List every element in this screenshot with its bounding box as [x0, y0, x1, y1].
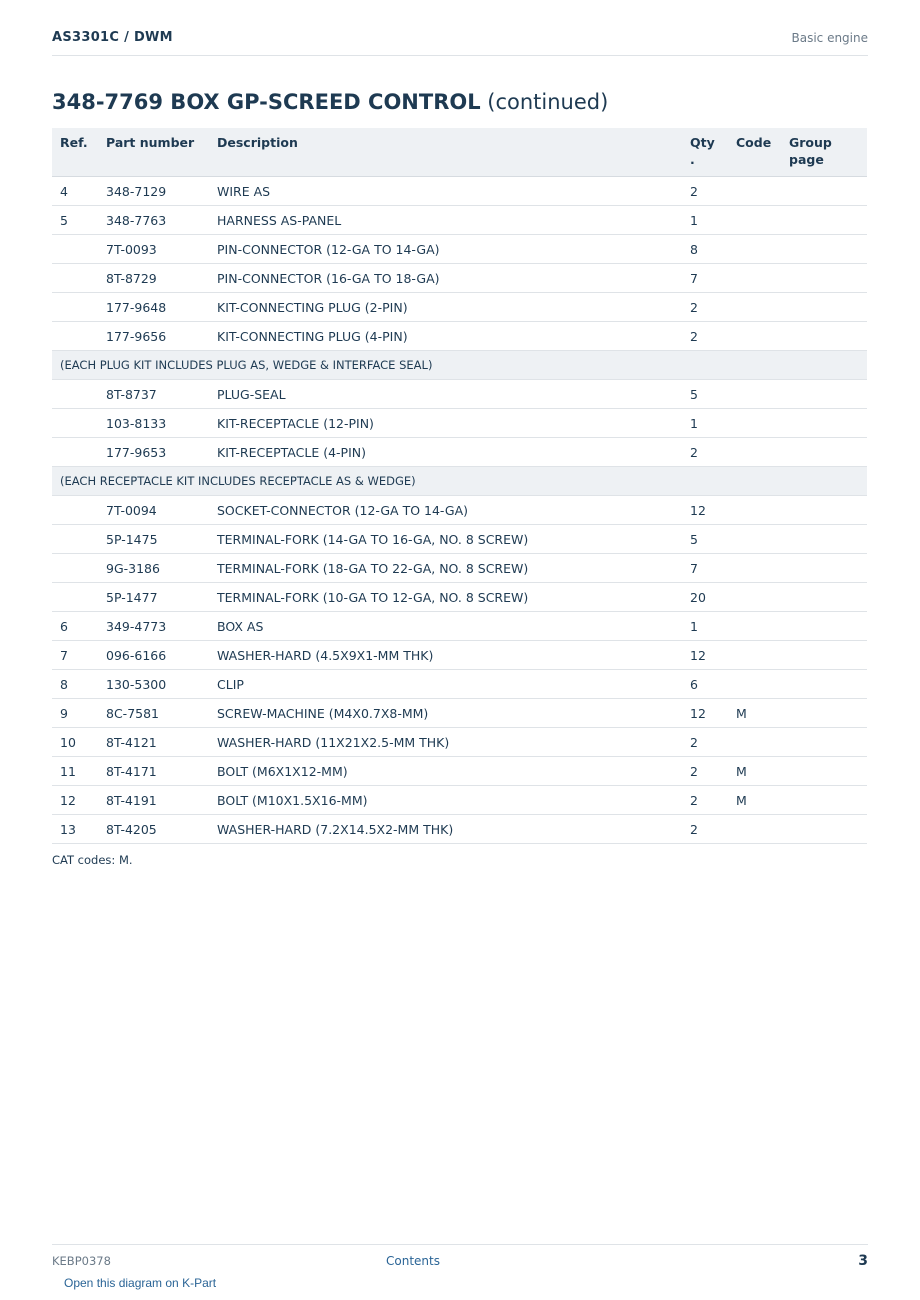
qty-cell: 2: [682, 757, 728, 786]
group-page-cell: [781, 322, 867, 351]
description-cell: BOX AS: [209, 612, 682, 641]
group-page-cell: [781, 583, 867, 612]
part-number-cell: 103-8133: [98, 409, 209, 438]
description-cell: HARNESS AS-PANEL: [209, 206, 682, 235]
section-name: Basic engine: [791, 31, 868, 45]
qty-cell: 20: [682, 583, 728, 612]
part-number-cell: 348-7763: [98, 206, 209, 235]
part-number-cell: 348-7129: [98, 177, 209, 206]
col-header-group-page: [781, 128, 867, 177]
description-cell: TERMINAL-FORK (14-GA TO 16-GA, NO. 8 SCREW): [209, 525, 682, 554]
code-cell: M: [728, 786, 781, 815]
qty-cell: 1: [682, 612, 728, 641]
col-header-qty: [682, 128, 728, 177]
group-header-text: Group page: [789, 135, 832, 167]
qty-cell: 1: [682, 206, 728, 235]
table-row: [52, 583, 867, 612]
part-number-cell: 8T-4191: [98, 786, 209, 815]
code-cell: [728, 815, 781, 844]
page-footer: [52, 1244, 868, 1273]
table-row: [52, 177, 867, 206]
note-text: (EACH RECEPTACLE KIT INCLUDES RECEPTACLE AS & WEDGE): [52, 467, 867, 496]
col-header-description: Description: [209, 128, 682, 177]
table-row: [52, 322, 867, 351]
part-number-cell: 8T-4205: [98, 815, 209, 844]
ref-cell: 12: [52, 786, 98, 815]
code-cell: [728, 612, 781, 641]
ref-cell: 11: [52, 757, 98, 786]
part-number-cell: 5P-1477: [98, 583, 209, 612]
model-title: AS3301C / DWM: [52, 30, 173, 45]
part-number-cell: 7T-0093: [98, 235, 209, 264]
table-row: [52, 293, 867, 322]
group-page-cell: [781, 235, 867, 264]
ref-cell: 7: [52, 641, 98, 670]
code-cell: M: [728, 699, 781, 728]
table-row: [52, 525, 867, 554]
group-page-cell: [781, 293, 867, 322]
ref-cell: 6: [52, 612, 98, 641]
part-number-cell: 8T-8737: [98, 380, 209, 409]
description-cell: SCREW-MACHINE (M4X0.7X8-MM): [209, 699, 682, 728]
description-cell: BOLT (M10X1.5X16-MM): [209, 786, 682, 815]
ref-cell: 8: [52, 670, 98, 699]
code-cell: [728, 293, 781, 322]
code-cell: [728, 409, 781, 438]
description-cell: WASHER-HARD (4.5X9X1-MM THK): [209, 641, 682, 670]
qty-cell: 12: [682, 641, 728, 670]
table-note-row: [52, 467, 867, 496]
group-page-cell: [781, 815, 867, 844]
table-row: [52, 699, 867, 728]
group-page-cell: [781, 670, 867, 699]
title-suffix: (continued): [480, 90, 609, 114]
col-header-part-number: Part number: [98, 128, 209, 177]
part-number-cell: 5P-1475: [98, 525, 209, 554]
code-cell: [728, 728, 781, 757]
ref-cell: [52, 438, 98, 467]
group-page-cell: [781, 438, 867, 467]
page-title: [52, 90, 608, 114]
part-number-cell: 177-9656: [98, 322, 209, 351]
page-number: 3: [858, 1253, 868, 1269]
group-page-cell: [781, 525, 867, 554]
description-cell: PLUG-SEAL: [209, 380, 682, 409]
qty-cell: 2: [682, 322, 728, 351]
description-cell: KIT-RECEPTACLE (12-PIN): [209, 409, 682, 438]
contents-link[interactable]: Contents: [386, 1254, 440, 1268]
table-row: [52, 554, 867, 583]
group-page-cell: [781, 699, 867, 728]
ref-cell: [52, 235, 98, 264]
table-note-row: [52, 351, 867, 380]
group-page-cell: [781, 641, 867, 670]
code-cell: [728, 583, 781, 612]
ref-cell: 10: [52, 728, 98, 757]
table-row: [52, 409, 867, 438]
group-page-cell: [781, 728, 867, 757]
description-cell: KIT-CONNECTING PLUG (4-PIN): [209, 322, 682, 351]
table-row: [52, 786, 867, 815]
qty-cell: 5: [682, 380, 728, 409]
title-main: 348-7769 BOX GP-SCREED CONTROL: [52, 90, 481, 114]
description-cell: WASHER-HARD (11X21X2.5-MM THK): [209, 728, 682, 757]
part-number-cell: 130-5300: [98, 670, 209, 699]
description-cell: WASHER-HARD (7.2X14.5X2-MM THK): [209, 815, 682, 844]
qty-cell: 2: [682, 177, 728, 206]
table-row: [52, 670, 867, 699]
document-id: KEBP0378: [52, 1254, 111, 1268]
header-row: [52, 128, 867, 177]
ref-cell: 9: [52, 699, 98, 728]
ref-cell: [52, 264, 98, 293]
group-page-cell: [781, 554, 867, 583]
code-cell: [728, 322, 781, 351]
col-header-code: Code: [728, 128, 781, 177]
qty-cell: 2: [682, 815, 728, 844]
code-cell: [728, 235, 781, 264]
code-cell: [728, 177, 781, 206]
ref-cell: [52, 583, 98, 612]
qty-cell: 2: [682, 438, 728, 467]
group-page-cell: [781, 786, 867, 815]
col-header-ref: Ref.: [52, 128, 98, 177]
open-diagram-link[interactable]: Open this diagram on K-Part: [64, 1276, 217, 1290]
part-number-cell: 096-6166: [98, 641, 209, 670]
table-row: [52, 815, 867, 844]
qty-cell: 8: [682, 235, 728, 264]
code-cell: [728, 438, 781, 467]
code-cell: [728, 206, 781, 235]
ref-cell: [52, 525, 98, 554]
table-row: [52, 380, 867, 409]
qty-header-text: Qty .: [690, 135, 715, 167]
code-cell: [728, 380, 781, 409]
ref-cell: [52, 409, 98, 438]
table-row: [52, 612, 867, 641]
qty-cell: 1: [682, 409, 728, 438]
qty-cell: 5: [682, 525, 728, 554]
group-page-cell: [781, 409, 867, 438]
ref-cell: [52, 554, 98, 583]
part-number-cell: 8T-8729: [98, 264, 209, 293]
code-cell: [728, 264, 781, 293]
description-cell: CLIP: [209, 670, 682, 699]
part-number-cell: 7T-0094: [98, 496, 209, 525]
group-page-cell: [781, 496, 867, 525]
qty-cell: 2: [682, 293, 728, 322]
description-cell: BOLT (M6X1X12-MM): [209, 757, 682, 786]
code-cell: [728, 554, 781, 583]
code-cell: M: [728, 757, 781, 786]
cat-codes-note: CAT codes: M.: [52, 853, 133, 867]
code-cell: [728, 496, 781, 525]
part-number-cell: 177-9653: [98, 438, 209, 467]
qty-cell: 2: [682, 786, 728, 815]
page-header: [52, 28, 868, 56]
table-row: [52, 728, 867, 757]
ref-cell: [52, 380, 98, 409]
description-cell: KIT-RECEPTACLE (4-PIN): [209, 438, 682, 467]
part-number-cell: 177-9648: [98, 293, 209, 322]
qty-cell: 7: [682, 554, 728, 583]
code-cell: [728, 525, 781, 554]
ref-cell: [52, 293, 98, 322]
table-row: [52, 264, 867, 293]
qty-cell: 12: [682, 699, 728, 728]
code-cell: [728, 641, 781, 670]
description-cell: TERMINAL-FORK (10-GA TO 12-GA, NO. 8 SCREW): [209, 583, 682, 612]
table-row: [52, 641, 867, 670]
group-page-cell: [781, 757, 867, 786]
part-number-cell: 8T-4171: [98, 757, 209, 786]
description-cell: TERMINAL-FORK (18-GA TO 22-GA, NO. 8 SCREW): [209, 554, 682, 583]
ref-cell: 5: [52, 206, 98, 235]
group-page-cell: [781, 206, 867, 235]
description-cell: WIRE AS: [209, 177, 682, 206]
ref-cell: [52, 322, 98, 351]
part-number-cell: 9G-3186: [98, 554, 209, 583]
ref-cell: 4: [52, 177, 98, 206]
group-page-cell: [781, 264, 867, 293]
qty-cell: 6: [682, 670, 728, 699]
description-cell: PIN-CONNECTOR (12-GA TO 14-GA): [209, 235, 682, 264]
qty-cell: 7: [682, 264, 728, 293]
table-row: [52, 757, 867, 786]
part-number-cell: 349-4773: [98, 612, 209, 641]
group-page-cell: [781, 380, 867, 409]
description-cell: KIT-CONNECTING PLUG (2-PIN): [209, 293, 682, 322]
table-row: [52, 496, 867, 525]
description-cell: SOCKET-CONNECTOR (12-GA TO 14-GA): [209, 496, 682, 525]
ref-cell: 13: [52, 815, 98, 844]
table-row: [52, 235, 867, 264]
table-row: [52, 206, 867, 235]
parts-table-header: [52, 128, 867, 177]
ref-cell: [52, 496, 98, 525]
part-number-cell: 8T-4121: [98, 728, 209, 757]
group-page-cell: [781, 177, 867, 206]
code-cell: [728, 670, 781, 699]
note-text: (EACH PLUG KIT INCLUDES PLUG AS, WEDGE & INTERFACE SEAL): [52, 351, 867, 380]
qty-cell: 2: [682, 728, 728, 757]
part-number-cell: 8C-7581: [98, 699, 209, 728]
table-row: [52, 438, 867, 467]
parts-table-body: [52, 177, 867, 844]
description-cell: PIN-CONNECTOR (16-GA TO 18-GA): [209, 264, 682, 293]
group-page-cell: [781, 612, 867, 641]
qty-cell: 12: [682, 496, 728, 525]
parts-table: [52, 128, 867, 844]
